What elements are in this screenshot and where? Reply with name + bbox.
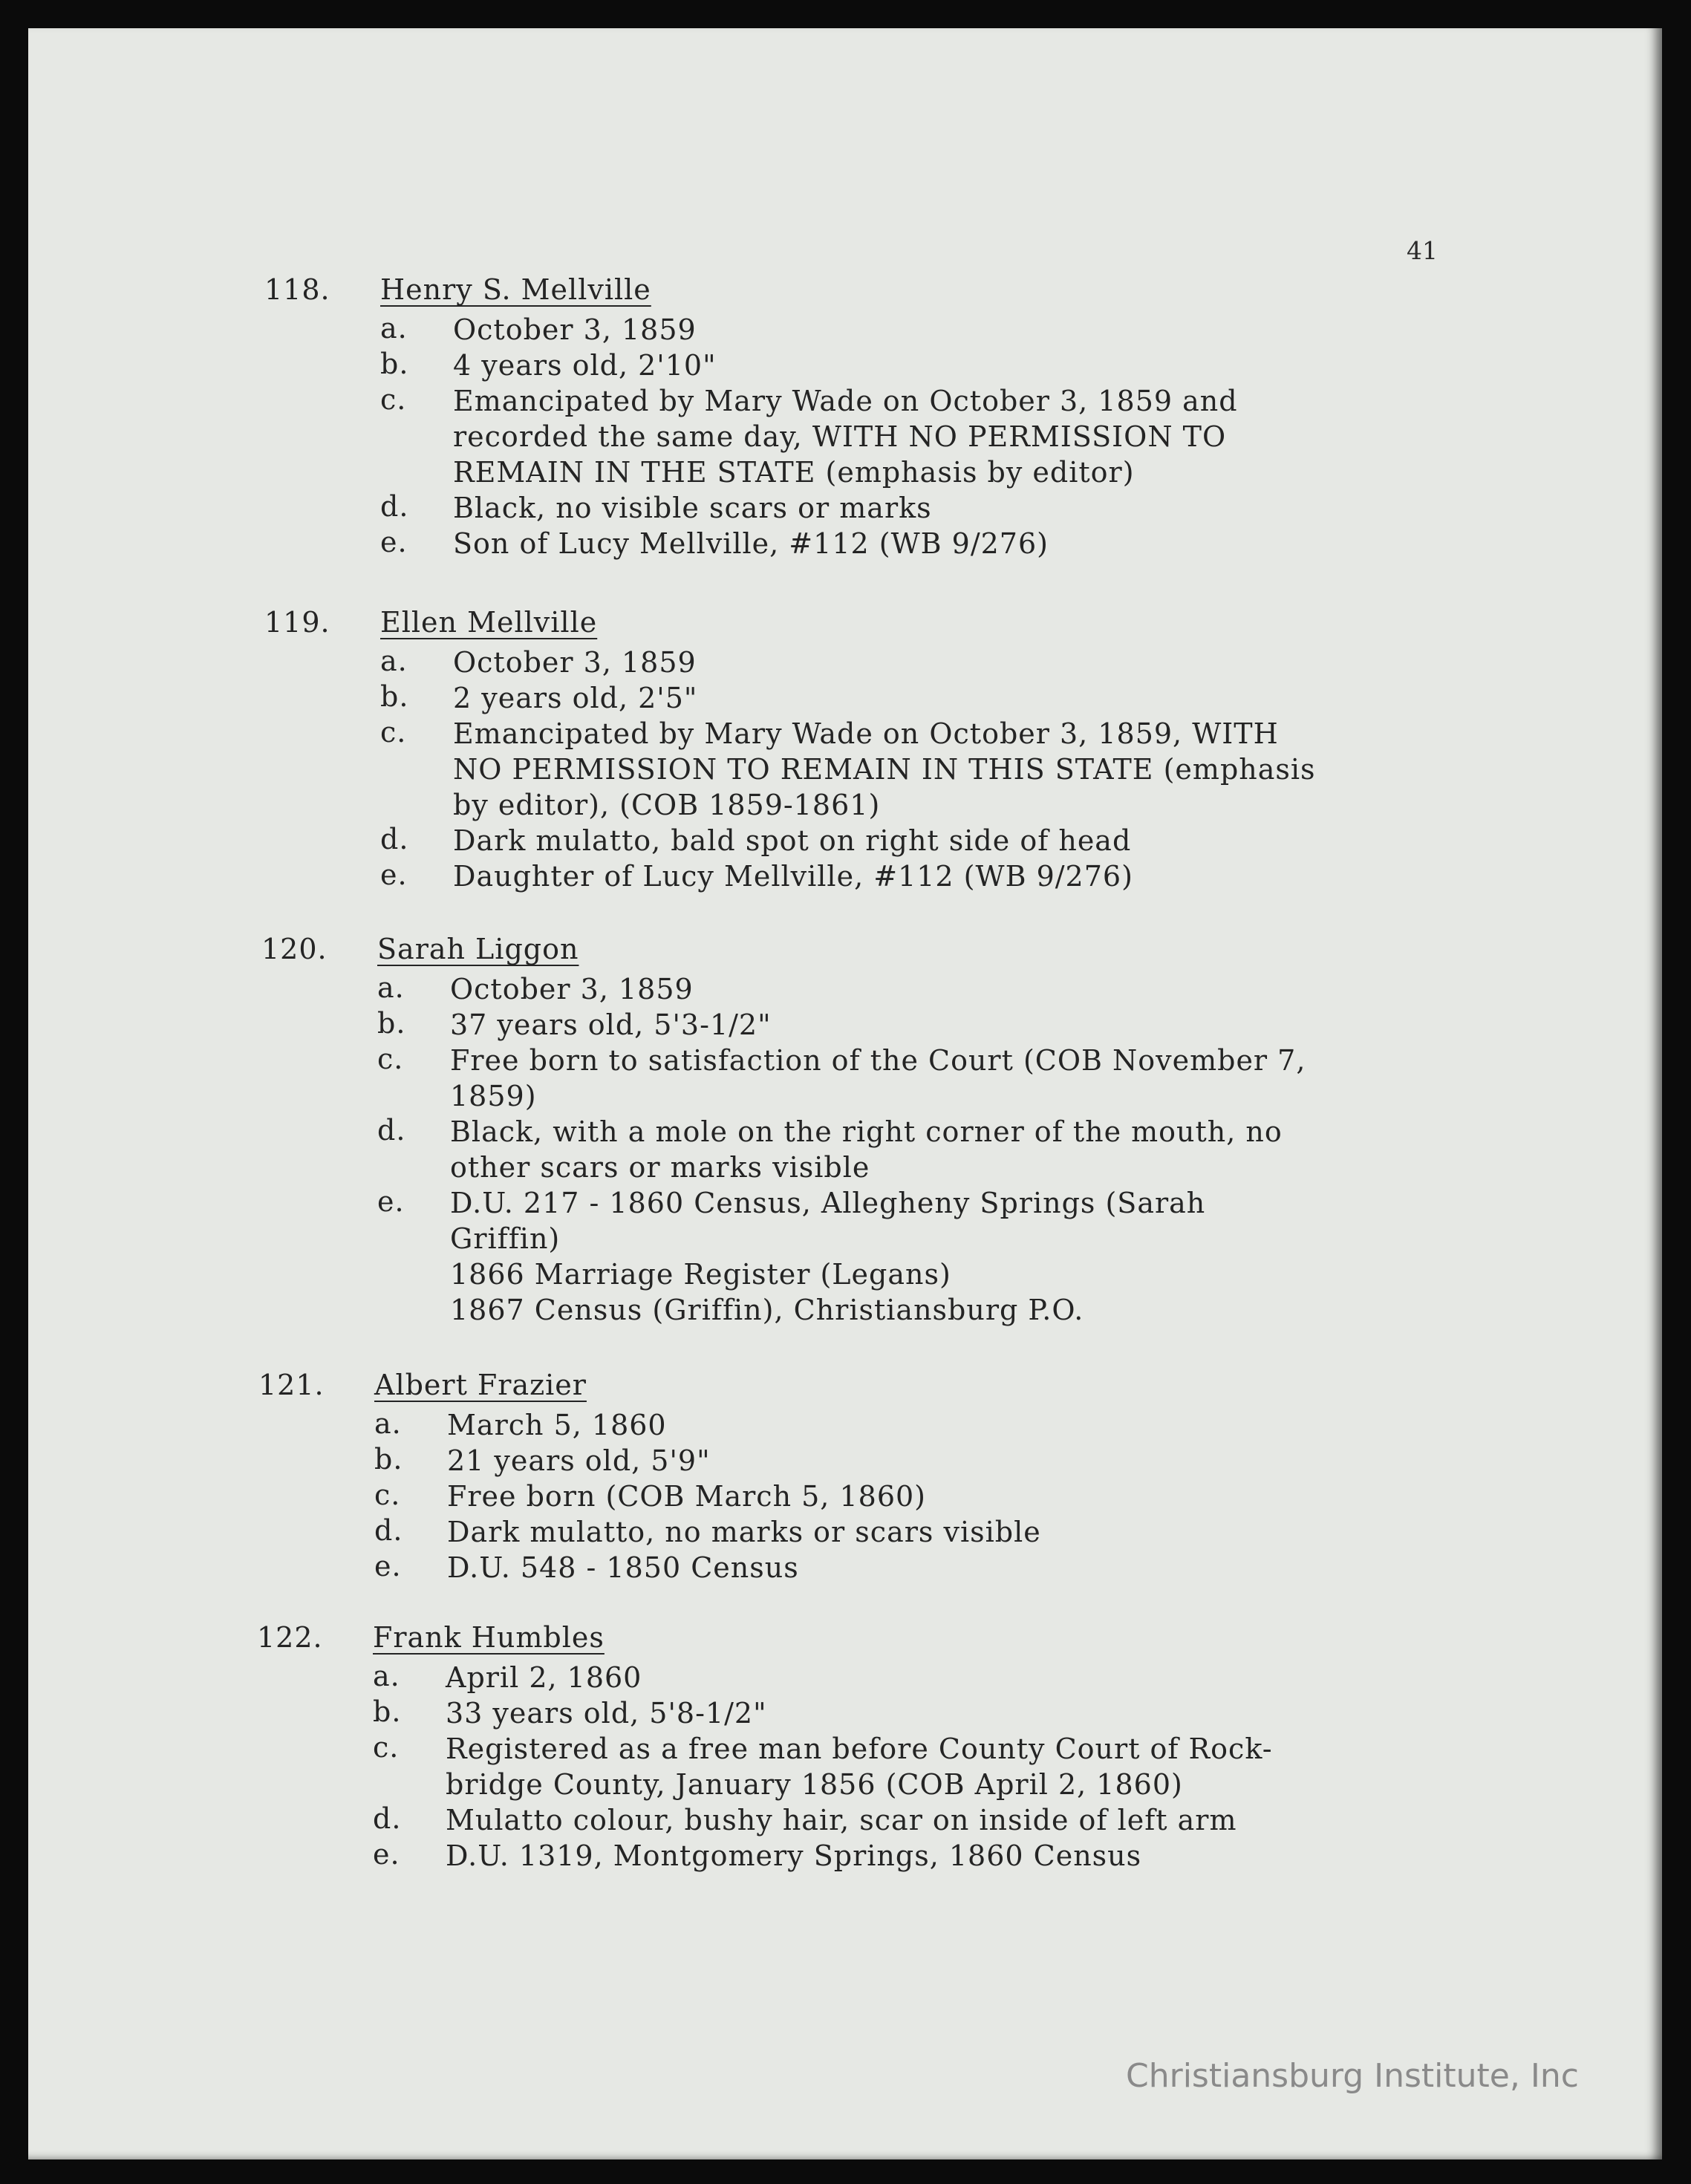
item-letter: c. (373, 1731, 400, 1764)
item-line: D.U. 548 - 1850 Census (447, 1551, 799, 1584)
item-line: by editor), (COB 1859-1861) (453, 789, 881, 821)
entry-item (380, 823, 1131, 858)
item-text (453, 383, 1238, 490)
item-letter: c. (377, 1043, 404, 1075)
item-letter: b. (374, 1443, 403, 1476)
entry-item (373, 1802, 1237, 1838)
item-text (453, 680, 697, 716)
item-text (446, 1838, 1141, 1874)
entry-item (380, 490, 932, 526)
item-line: D.U. 217 - 1860 Census, Allegheny Springs (Sarah (450, 1187, 1206, 1219)
item-letter: c. (380, 383, 407, 416)
item-line: Dark mulatto, bald spot on right side of head (453, 824, 1132, 857)
item-text (450, 1185, 1205, 1328)
item-letter: b. (380, 680, 409, 713)
item-line: other scars or marks visible (450, 1151, 870, 1184)
item-text (447, 1443, 711, 1479)
item-letter: a. (377, 971, 405, 1004)
item-text (450, 971, 694, 1007)
entry-name: Albert Frazier (374, 1369, 587, 1401)
item-letter: c. (380, 716, 407, 749)
entry-name: Frank Humbles (373, 1621, 605, 1654)
item-letter: a. (373, 1660, 400, 1692)
item-line: Free born (COB March 5, 1860) (447, 1480, 926, 1513)
item-letter: a. (380, 312, 408, 345)
item-letter: b. (380, 348, 409, 380)
entry-item (380, 383, 1238, 490)
entry-item (380, 526, 1049, 561)
entry-item (377, 1007, 772, 1043)
entry-name: Sarah Liggon (377, 933, 579, 965)
item-line: 33 years old, 5'8-1/2" (446, 1697, 767, 1730)
entry-item (377, 1114, 1283, 1185)
item-line: recorded the same day, WITH NO PERMISSION TO (453, 420, 1227, 453)
entry-item (380, 680, 697, 716)
item-text (453, 823, 1131, 858)
entry-item (377, 1043, 1306, 1114)
item-text (453, 348, 717, 383)
entry-item (373, 1660, 642, 1695)
item-line: October 3, 1859 (453, 313, 697, 346)
item-text (453, 645, 697, 680)
item-line: 21 years old, 5'9" (447, 1444, 711, 1477)
entry-number: 120. (261, 933, 328, 965)
item-line: March 5, 1860 (447, 1409, 667, 1441)
item-line: 1866 Marriage Register (Legans) (450, 1258, 951, 1291)
entry-number: 118. (264, 273, 330, 306)
item-text (446, 1802, 1237, 1838)
entry-item (374, 1479, 926, 1514)
item-line: bridge County, January 1856 (COB April 2, 1860) (446, 1768, 1183, 1801)
entry-number: 121. (258, 1369, 325, 1401)
item-letter: e. (377, 1185, 405, 1218)
item-line: REMAIN IN THE STATE (emphasis by editor) (453, 456, 1135, 489)
item-text (450, 1043, 1306, 1114)
item-letter: b. (377, 1007, 406, 1040)
entry-item (374, 1514, 1041, 1550)
item-text (447, 1514, 1041, 1550)
item-letter: b. (373, 1695, 402, 1728)
item-line: Emancipated by Mary Wade on October 3, 1859 and (453, 385, 1238, 417)
item-text (450, 1114, 1283, 1185)
item-line: 37 years old, 5'3-1/2" (450, 1008, 772, 1041)
document-page (28, 28, 1662, 2159)
item-letter: d. (380, 490, 409, 523)
item-letter: d. (374, 1514, 403, 1547)
entry-item (380, 348, 717, 383)
entry-item (373, 1838, 1141, 1874)
entry-item (380, 645, 697, 680)
item-line: Dark mulatto, no marks or scars visible (447, 1516, 1041, 1548)
entry-item (374, 1407, 667, 1443)
entry-item (377, 1185, 1205, 1328)
item-line: Emancipated by Mary Wade on October 3, 1859, WITH (453, 717, 1279, 750)
item-line: April 2, 1860 (446, 1661, 642, 1694)
entry-item (377, 971, 694, 1007)
item-line: Black, no visible scars or marks (453, 492, 932, 524)
watermark: Christiansburg Institute, Inc (1126, 2057, 1579, 2095)
item-line: Daughter of Lucy Mellville, #112 (WB 9/276) (453, 860, 1133, 893)
item-line: 1867 Census (Griffin), Christiansburg P.O. (450, 1294, 1084, 1326)
entry-item (373, 1695, 767, 1731)
item-line: 2 years old, 2'5" (453, 682, 698, 714)
entry-number: 122. (257, 1621, 323, 1654)
entry-item (374, 1550, 799, 1585)
item-text (446, 1660, 642, 1695)
item-letter: e. (380, 526, 408, 558)
item-letter: a. (374, 1407, 402, 1440)
item-text (453, 858, 1133, 894)
item-text (450, 1007, 772, 1043)
item-letter: e. (374, 1550, 402, 1582)
item-line: Griffin) (450, 1222, 561, 1255)
entry-name: Henry S. Mellville (380, 273, 651, 306)
item-letter: a. (380, 645, 408, 677)
item-text (453, 490, 932, 526)
entry-item (380, 716, 1316, 823)
item-letter: e. (380, 858, 408, 891)
item-line: 1859) (450, 1080, 537, 1112)
item-text (453, 716, 1316, 823)
entry-number: 119. (264, 606, 330, 639)
entry-item (374, 1443, 711, 1479)
item-line: Black, with a mole on the right corner of the mouth, no (450, 1115, 1283, 1148)
item-line: Mulatto colour, bushy hair, scar on inside of left arm (446, 1804, 1237, 1836)
item-line: October 3, 1859 (453, 646, 697, 679)
item-letter: d. (380, 823, 409, 855)
entry-item (380, 312, 697, 348)
item-text (453, 312, 697, 348)
item-letter: e. (373, 1838, 400, 1871)
item-line: NO PERMISSION TO REMAIN IN THIS STATE (emphasis (453, 753, 1316, 786)
item-text (447, 1479, 926, 1514)
entry-name: Ellen Mellville (380, 606, 598, 639)
item-line: Registered as a free man before County Court of Rock- (446, 1732, 1273, 1765)
item-letter: d. (373, 1802, 402, 1835)
page-number: 41 (1407, 236, 1438, 265)
item-text (453, 526, 1049, 561)
item-letter: d. (377, 1114, 406, 1147)
item-line: October 3, 1859 (450, 973, 694, 1005)
item-line: 4 years old, 2'10" (453, 349, 717, 382)
item-letter: c. (374, 1479, 401, 1511)
item-text (446, 1695, 767, 1731)
entry-item (380, 858, 1133, 894)
item-line: D.U. 1319, Montgomery Springs, 1860 Census (446, 1839, 1142, 1872)
item-line: Free born to satisfaction of the Court (COB November 7, (450, 1044, 1306, 1077)
item-text (447, 1407, 667, 1443)
entry-item (373, 1731, 1273, 1802)
item-text (446, 1731, 1273, 1802)
item-text (447, 1550, 799, 1585)
item-line: Son of Lucy Mellville, #112 (WB 9/276) (453, 527, 1049, 560)
